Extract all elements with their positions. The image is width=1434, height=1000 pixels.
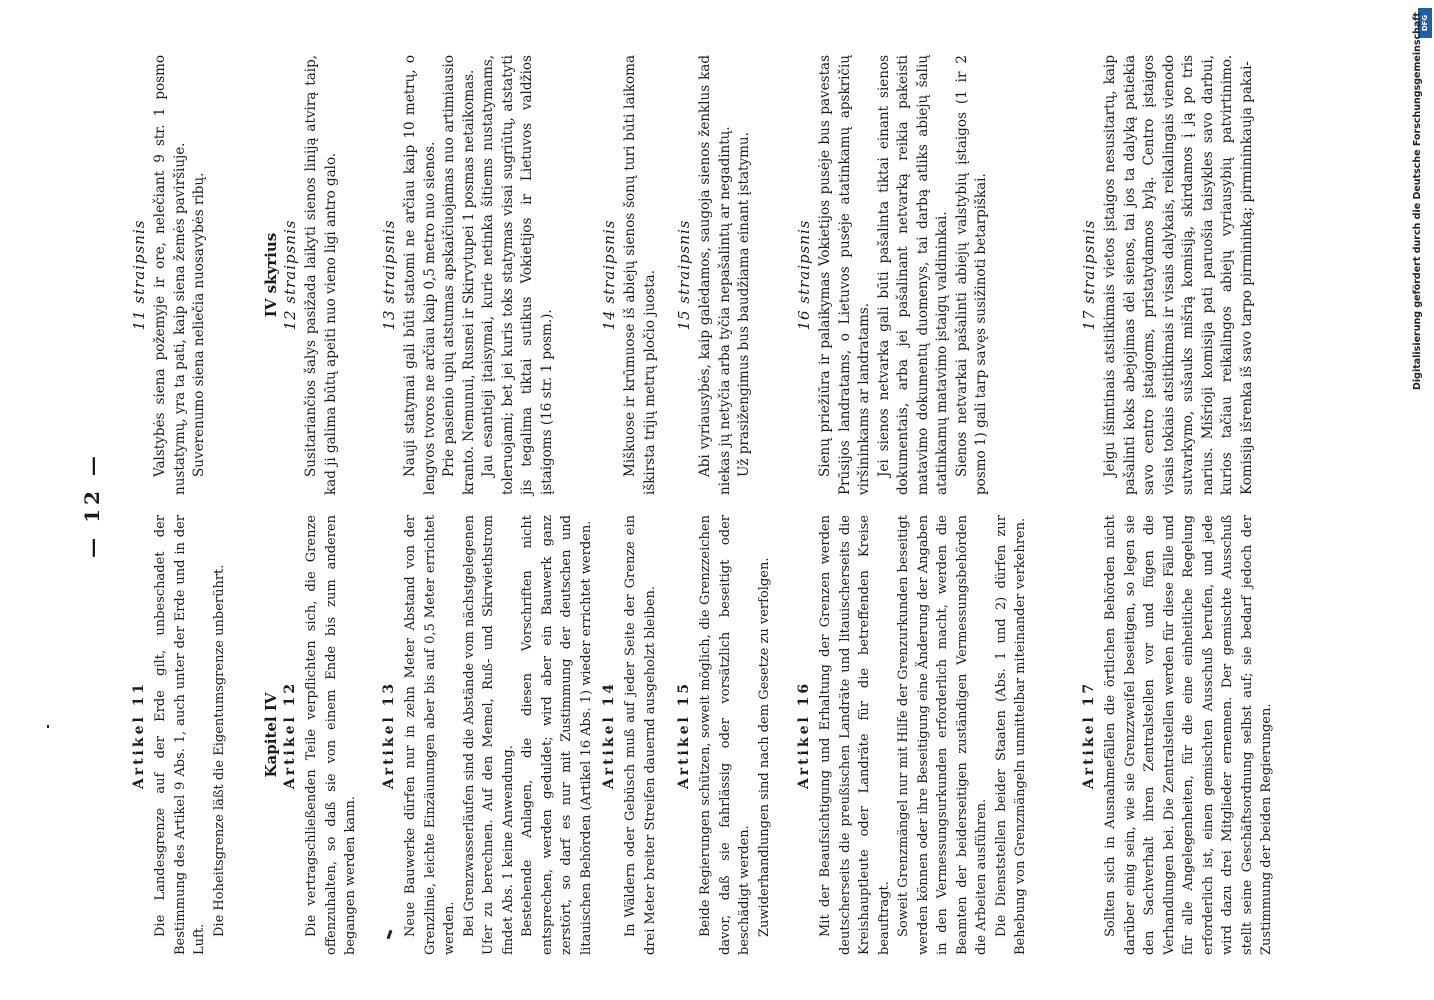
- paragraph: Sienų priežiūra ir palaikymas Vokietijos pusėje bus pavestas Prūsijos landratams, o Lietuvos pusėje atatinkamų apskričių viršininkams ar landratams.: [817, 55, 872, 495]
- paragraph: Susitariančios šalys pasižada laikyti sienos liniją atvirą taip, kad ji galima būtų apeiti nuo vieno ligi antro galo.: [303, 55, 339, 495]
- paragraph: Miškuose ir krūmuose iš abiejų sienos šonų turi būti laikoma iškirsta trijų metrų pločio juosta.: [622, 55, 658, 495]
- article-de-13: [380, 515, 596, 955]
- paragraph: Valstybės siena požemyje ir ore, nelečiant 9 str. 1 posmo nustatymų, yra ta pati, kaip siena žemės paviršiuje.: [152, 55, 188, 495]
- article-heading: Artikel 16: [796, 680, 812, 790]
- paragraph: Die Hoheitsgrenze läßt die Eigentumsgrenze unberührt.: [211, 564, 227, 937]
- article-heading: 17 straipsnis: [1080, 219, 1098, 331]
- chapter-heading: IV skyrius: [262, 232, 280, 318]
- paragraph: Sienos netvarkai pašalinti abiejų valstybių įstaigos (1 ir 2 posmo 1) gali tarp savęs susižinoti betarpiškai.: [953, 55, 989, 495]
- article-de-17: [1080, 515, 1277, 955]
- paragraph: Suverenumo siena neliečia nuosavybės ribų.: [191, 172, 207, 477]
- rotated-page: [80, 55, 1305, 955]
- article-lt-11: [130, 55, 210, 495]
- digitization-notice: Digitalisierung gefördert durch die Deutsche Forschungsgemeinschaft: [1412, 12, 1423, 390]
- article-heading: Artikel 15: [676, 680, 692, 790]
- paragraph: Bestehende Anlagen, die diesen Vorschriften nicht entsprechen, werden geduldet; wird aber ein Bauwerk ganz zerstört, so darf es nur mit Zustimmung der deutschen und litauischen Behörden (Artikel 16 Abs. 1) wieder errichtet werden.: [520, 515, 594, 955]
- paragraph: Jeigu išimtinais atsitikimais vietos įstaigos nesusitartų, kaip pašalinti koks abejojimas dėl sienos, tai jos ta dalyką patiekia savo centro įstaigoms, pristatydamos bylą. Centro įstaigos visais tokiais atsitikimais ir visais dalykais, reikalingais vienodo sutvarkymo, sušauks mišrią komisiją, skirdamos į ją po tris narius. Mišrioji komisija pati paruošia taisykles savo darbui, kurios tačiau reikalingos abiejų vyriausybių patvirtinimo. Komisija išrenka iš savo tarpo pirmininką; pirmininkauja pakai-: [1102, 55, 1255, 495]
- article-heading: 16 straipsnis: [795, 219, 813, 331]
- paragraph: Abi vyriausybės, kaip galėdamos, saugoja sienos ženklus kad niekas jų netyčia arba tyčia nepašalintų ar negadintų.: [697, 55, 733, 495]
- article-de-16: [795, 515, 1031, 955]
- paragraph: Už prasižengimus bus baudžiama einant įstatymu.: [736, 132, 752, 477]
- article-heading: 11 straipsnis: [130, 219, 148, 331]
- paragraph: Soweit Grenzmängel nur mit Hilfe der Grenzurkunden beseitigt werden können oder ihre Beseitigung eine Änderung der Angaben in den Vermessungsurkunden erforderlich macht, werden die Beamten der beiderseitigen zuständigen Vermessungsbehörden die Arbeiten ausführen.: [896, 515, 989, 955]
- dfg-logo: DFG: [1418, 8, 1432, 38]
- article-de-11: [130, 515, 229, 955]
- article-heading: 12 straipsnis: [281, 219, 299, 331]
- article-heading: Artikel 14: [601, 680, 617, 790]
- paragraph: In Wäldern oder Gebüsch muß auf jeder Seite der Grenze ein drei Meter breiter Streifen dauernd ausgeholzt bleiben.: [623, 515, 658, 955]
- paragraph: Die Dienststellen beider Staaten (Abs. 1 und 2) dürfen zur Behebung von Grenzmängeln unmittelbar miteinander verkehren.: [993, 515, 1028, 955]
- paragraph: Neue Bauwerke dürfen nur in zehn Meter Abstand von der Grenzlinie, leichte Einzäunungen aber bis auf 0,5 Meter errichtet werden.: [403, 515, 457, 955]
- paragraph: Die vertragschließenden Teile verpflichten sich, die Grenze offenzuhalten, so daß sie von einem Ende bis zum anderen begangen werden kann.: [304, 515, 358, 955]
- paragraph: Mit der Beaufsichtigung und Erhaltung der Grenzen werden deutscherseits die preußischen Landräte und litauischerseits die Kreishauptleute oder Landräte für die betreffenden Kreise beauftragt.: [818, 515, 892, 955]
- article-lt-13: [380, 55, 557, 495]
- article-heading: Artikel 12: [282, 680, 298, 790]
- article-de-12: [262, 515, 361, 955]
- article-lt-15: [675, 55, 755, 495]
- article-heading: 14 straipsnis: [600, 219, 618, 331]
- paragraph: Bei Grenzwasserläufen sind die Abstände vom nächstgelegenen Ufer zu berechnen. Auf den Memel, Ruß- und Skirwiethstrom findet Abs. 1 keine Anwendung.: [461, 515, 516, 955]
- digitization-sidebar: [1412, 10, 1430, 390]
- print-speck: [47, 725, 49, 728]
- article-lt-12: [262, 55, 341, 495]
- article-heading: 15 straipsnis: [675, 219, 693, 331]
- paragraph: Beide Regierungen schützen, soweit möglich, die Grenzzeichen davor, daß sie fahrlässig oder vorsätzlich beseitigt oder beschädigt werden.: [698, 515, 752, 955]
- article-heading: Artikel 17: [1081, 680, 1097, 790]
- paragraph: Jei sienos netvarka gali būti pašalinta tiktai einant sienos dokumentais, arba jei pašalinant netvarką reikia pakeisti matavimo dokumentų duomenys, tai darbą atliks abiejų šalių atatinkamų matavimo įstaigų valdininkai.: [875, 55, 950, 495]
- chapter-heading: Kapitel IV: [262, 692, 280, 778]
- paragraph: Sollten sich in Ausnahmefällen die örtlichen Behörden nicht darüber einig sein, wie sie Grenzzweifel beseitigen, so legen sie den Sachverhalt ihren Zentralstellen vor und fügen die Verhandlungen bei. Die Zentralstellen werden für diese Fälle und für alle Angelegenheiten, für die eine einheitliche Regelung erforderlich ist, einen gemischten Ausschuß berufen, und jede wird dazu drei Mitglieder ernennen. Der gemischte Ausschuß stellt seine Geschäftsordnung selbst auf; sie bedarf jedoch der Zustimmung der beiden Regierungen.: [1103, 515, 1274, 955]
- page-number: — 12 —: [80, 452, 104, 558]
- article-heading: Artikel 13: [381, 680, 397, 790]
- article-de-14: [600, 515, 660, 955]
- article-lt-16: [795, 55, 992, 495]
- paragraph: Prie pasienio upių atstumas apskaičiuojamas nuo artimiausio kranto. Nemunui, Rusnei ir Skirvytupei 1 posmas netaikomas.: [441, 55, 477, 495]
- paragraph: Nauji statymai gali būti statomi ne arčiau kaip 10 metrų, o lengvos tvoros ne arčiau kaip 0,5 metro nuo sienos.: [402, 55, 438, 495]
- article-heading: 13 straipsnis: [380, 219, 398, 331]
- article-de-15: [675, 515, 774, 955]
- article-heading: Artikel 11: [131, 680, 147, 790]
- article-lt-14: [600, 55, 660, 495]
- paragraph: Jau esantieji įtaisymai, kurie netinka šitiems nustatymams, toleruojami; bet jei kuris toks statymas visai sugriūtų, atstatyti jis tegalima tiktai sutikus Vokietijos ir Lietuvos valdžios įstaigoms (16 str. 1 posm.).: [480, 55, 555, 495]
- paragraph: Zuwiderhandlungen sind nach dem Gesetze zu verfolgen.: [756, 557, 772, 937]
- article-lt-17: [1080, 55, 1257, 495]
- paragraph: Die Landesgrenze auf der Erde gilt, unbeschadet der Bestimmung des Artikel 9 Abs. 1, auch unter der Erde und in der Luft.: [153, 515, 207, 955]
